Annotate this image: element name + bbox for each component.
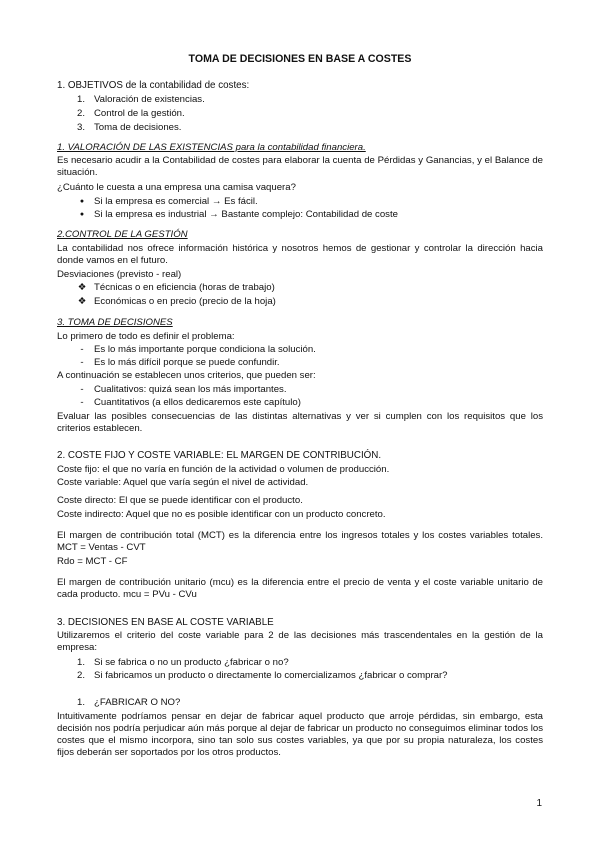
list-item: Es lo más difícil porque se puede confundir. [94, 357, 280, 368]
dash-bullet-icon: - [80, 384, 84, 395]
dash-bullet-icon: - [80, 357, 84, 368]
list-item: Cualitativos: quizá sean los más importantes. [94, 384, 287, 395]
diamond-bullet-icon: ❖ [77, 296, 87, 307]
page-number: 1 [536, 798, 542, 809]
fixed-cost-line: Coste fijo: el que no varía en función de la actividad o volumen de producción. [57, 464, 390, 475]
criteria-intro: A continuación se establecen unos criterios, que pueden ser: [57, 370, 316, 381]
list-item: Técnicas o en eficiencia (horas de trabajo) [94, 282, 275, 293]
decisions-heading: 3. TOMA DE DECISIONES [57, 317, 173, 328]
list-item: Si la empresa es industrial → Bastante complejo: Contabilidad de coste [94, 209, 398, 220]
bullet-icon: ● [79, 198, 85, 205]
dash-bullet-icon: - [80, 397, 84, 408]
list-item: Toma de decisiones. [94, 122, 182, 133]
mct-paragraph: El margen de contribución total (MCT) es la diferencia entre los ingresos totales y los costes variables totales. MCT = Ventas - CVT [57, 530, 543, 553]
list-item: Cuantitativos (a ellos dedicaremos este capítulo) [94, 397, 301, 408]
fabricar-paragraph: Intuitivamente podríamos pensar en dejar de fabricar aquel producto que arroje pérdidas, sin embargo, esta decisión nos podría perjudicar aún más porque al dejar de fabricar un producto no conseguimos eliminar todos los costes que el mismo incorpora, sino tan solo sus costes variables, ya que por su propia naturaleza, los costes fijos deberán ser soportados por los otros productos. [57, 711, 543, 758]
list-item: Si fabricamos un producto o directamente lo comercializamos ¿fabricar o comprar? [94, 670, 448, 681]
list-number: 1. [77, 657, 86, 668]
direct-cost-line: Coste directo: El que se puede identificar con el producto. [57, 495, 303, 506]
list-item: Si se fabrica o no un producto ¿fabricar o no? [94, 657, 289, 668]
list-item: Control de la gestión. [94, 108, 185, 119]
list-item: Económicas o en precio (precio de la hoja) [94, 296, 276, 307]
list-number: 3. [77, 122, 86, 133]
list-item: Valoración de existencias. [94, 94, 205, 105]
list-number: 2. [77, 108, 86, 119]
mcu-paragraph: El margen de contribución unitario (mcu) es la diferencia entre el precio de venta y el coste variable unitario de cada producto. mcu = PVu - CVu [57, 577, 543, 600]
list-item: Si la empresa es comercial → Es fácil. [94, 196, 258, 207]
control-paragraph: La contabilidad nos ofrece información histórica y nosotros hemos de gestionar y controlar la dirección hacia donde vamos en el futuro. [57, 243, 543, 266]
rdo-formula: Rdo = MCT - CF [57, 556, 128, 567]
document-title: TOMA DE DECISIONES EN BASE A COSTES [188, 53, 412, 65]
dash-bullet-icon: - [80, 344, 84, 355]
deviations-line: Desviaciones (previsto - real) [57, 269, 182, 280]
indirect-cost-line: Coste indirecto: Aquel que no es posible identificar con un producto concreto. [57, 509, 386, 520]
list-number: 2. [77, 670, 86, 681]
evaluation-paragraph: Evaluar las posibles consecuencias de las distintas alternativas y ver si cumplen con los requisitos que los criterios establecen. [57, 411, 543, 434]
list-item: Es lo más importante porque condiciona la solución. [94, 344, 316, 355]
valuation-paragraph: Es necesario acudir a la Contabilidad de costes para elaborar la cuenta de Pérdidas y Ganancias, y el Balance de situación. [57, 155, 543, 178]
control-heading: 2.CONTROL DE LA GESTIÓN [57, 229, 188, 240]
list-number: 1. [77, 94, 86, 105]
variable-cost-line: Coste variable: Aquel que varía según el nivel de actividad. [57, 477, 309, 488]
subheading-number: 1. [77, 697, 86, 708]
decisions-paragraph: Lo primero de todo es definir el problema: [57, 331, 235, 342]
objectives-heading: 1. OBJETIVOS de la contabilidad de costes: [57, 80, 250, 91]
valuation-heading: 1. VALORACIÓN DE LAS EXISTENCIAS para la contabilidad financiera. [57, 142, 366, 153]
section2-heading: 2. COSTE FIJO Y COSTE VARIABLE: EL MARGEN DE CONTRIBUCIÓN. [57, 450, 382, 461]
bullet-icon: ● [79, 211, 85, 218]
valuation-question: ¿Cuánto le cuesta a una empresa una camisa vaquera? [57, 182, 296, 193]
subheading: ¿FABRICAR O NO? [94, 697, 181, 708]
section3-paragraph: Utilizaremos el criterio del coste variable para 2 de las decisiones más trascendentales en la gestión de la empresa: [57, 630, 543, 653]
diamond-bullet-icon: ❖ [77, 282, 87, 293]
section3-heading: 3. DECISIONES EN BASE AL COSTE VARIABLE [57, 617, 274, 628]
